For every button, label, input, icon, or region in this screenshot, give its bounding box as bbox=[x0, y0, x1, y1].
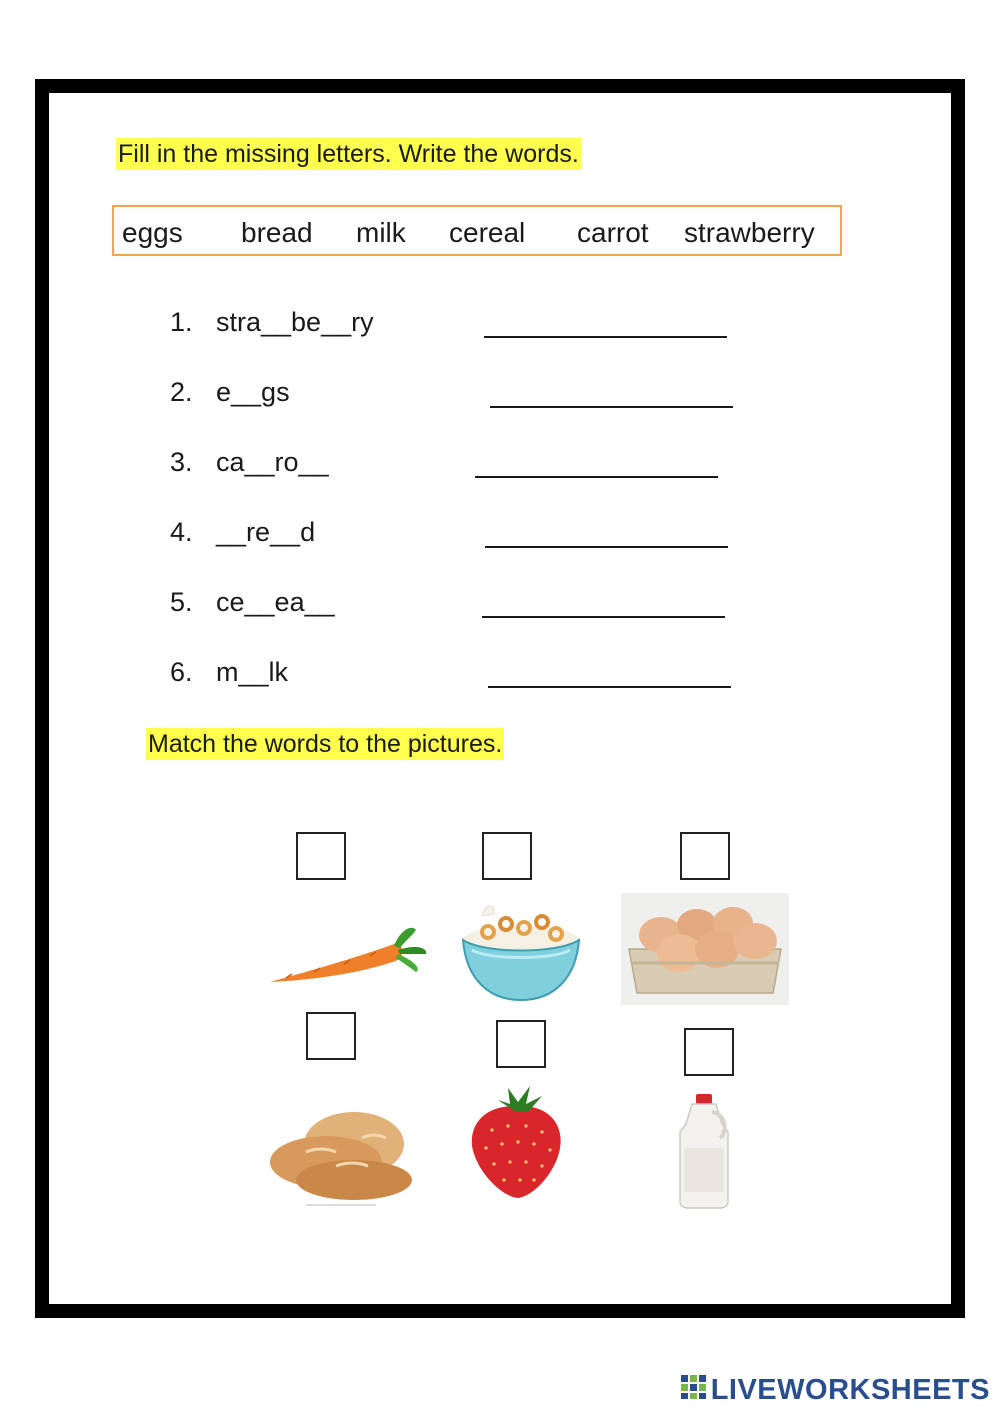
exercise-number: 5. bbox=[170, 587, 193, 617]
liveworksheets-wordmark: LIVEWORKSHEETS bbox=[710, 1374, 990, 1406]
word-bank-strawberry: strawberry bbox=[684, 217, 815, 248]
word-bank-carrot: carrot bbox=[577, 217, 649, 248]
word-bank-cereal: cereal bbox=[449, 217, 526, 248]
egg-carton-picture bbox=[621, 893, 789, 1005]
carrot-picture bbox=[266, 920, 434, 990]
answer-box-strawberry[interactable] bbox=[496, 1020, 546, 1068]
answer-box-milk[interactable] bbox=[684, 1028, 734, 1076]
exercise-number: 1. bbox=[170, 307, 193, 337]
answer-line[interactable] bbox=[484, 336, 727, 338]
exercise-number: 6. bbox=[170, 657, 193, 687]
exercise-number: 3. bbox=[170, 447, 193, 477]
cereal-bowl-picture bbox=[458, 898, 584, 1004]
exercise-prompt: m__lk bbox=[216, 657, 289, 687]
answer-line[interactable] bbox=[482, 616, 725, 618]
word-bank-milk: milk bbox=[356, 217, 406, 248]
exercise-prompt: __re__d bbox=[216, 517, 316, 547]
exercise-number: 4. bbox=[170, 517, 193, 547]
answer-line[interactable] bbox=[490, 406, 733, 408]
word-bank bbox=[112, 205, 842, 256]
answer-box-carrot[interactable] bbox=[296, 832, 346, 880]
exercise-prompt: e__gs bbox=[216, 377, 290, 407]
answer-line[interactable] bbox=[488, 686, 731, 688]
answer-box-eggs[interactable] bbox=[680, 832, 730, 880]
exercise-prompt: ca__ro__ bbox=[216, 447, 329, 477]
strawberry-picture bbox=[468, 1082, 564, 1200]
exercise-number: 2. bbox=[170, 377, 193, 407]
answer-box-cereal[interactable] bbox=[482, 832, 532, 880]
answer-line[interactable] bbox=[485, 546, 728, 548]
bread-picture bbox=[266, 1104, 416, 1208]
milk-jug-picture bbox=[676, 1092, 732, 1210]
match-instruction: Match the words to the pictures. bbox=[148, 730, 503, 758]
answer-box-bread[interactable] bbox=[306, 1012, 356, 1060]
liveworksheets-logo bbox=[681, 1374, 990, 1407]
fill-instruction: Fill in the missing letters. Write the words. bbox=[118, 140, 579, 168]
exercise-prompt: stra__be__ry bbox=[216, 307, 374, 337]
liveworksheets-mark-icon bbox=[681, 1374, 707, 1407]
word-bank-bread: bread bbox=[241, 217, 313, 248]
word-bank-eggs: eggs bbox=[122, 217, 183, 248]
answer-line[interactable] bbox=[475, 476, 718, 478]
exercise-prompt: ce__ea__ bbox=[216, 587, 335, 617]
